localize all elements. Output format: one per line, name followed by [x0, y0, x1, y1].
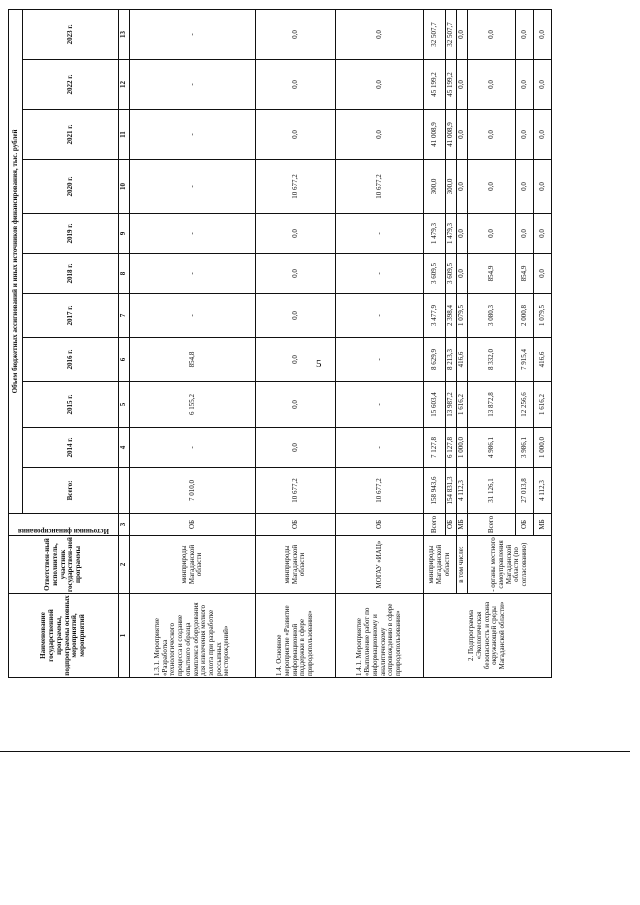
- index-cell: 2: [119, 536, 130, 594]
- row-value: 854,8: [130, 338, 256, 382]
- row-value: 7 127,8: [424, 428, 446, 468]
- table-row: [336, 9, 424, 677]
- rotated-table-container: [8, 10, 608, 678]
- header-source-text: Источники финансирования: [18, 527, 109, 535]
- row-value: 0,0: [534, 60, 552, 110]
- row-value: 3 477,9: [424, 294, 446, 338]
- index-cell: 6: [119, 338, 130, 382]
- row-value: 10 677,2: [256, 160, 336, 214]
- row-executor: минприроды Магаданской области: [256, 536, 336, 594]
- header-year: 2016 г.: [23, 338, 119, 382]
- header-year: 2023 г.: [23, 9, 119, 59]
- header-year: 2019 г.: [23, 214, 119, 254]
- row-value: -: [130, 110, 256, 160]
- page-divider: [0, 751, 630, 752]
- row-value: 300,0: [424, 160, 446, 214]
- row-value: 0,0: [336, 110, 424, 160]
- row-value: 1 616,2: [457, 382, 468, 428]
- row-value: 7 915,4: [516, 338, 534, 382]
- row-value: 0,0: [336, 60, 424, 110]
- row-source: ОБ: [516, 514, 534, 536]
- row-value: 1 479,3: [446, 214, 457, 254]
- row-value: 300,0: [446, 160, 457, 214]
- row-source: ОБ: [256, 514, 336, 536]
- row-name: 1.4.1. Мероприятие «Выполнение работ по информационному и аналитическому сопровождению в сфере природопользования»: [336, 594, 424, 678]
- row-name: 1.3.1. Мероприятие «Разработка технологического процесса и создание опытного образца комплекса оборудования для извлечения мелкого золота при разработке россыпных месторождений»: [130, 594, 256, 678]
- row-value: -: [336, 382, 424, 428]
- row-total: 158 943,6: [424, 468, 446, 514]
- row-total: 10 677,2: [256, 468, 336, 514]
- row-value: 0,0: [534, 214, 552, 254]
- row-value: 0,0: [457, 110, 468, 160]
- row-value: 1 079,5: [534, 294, 552, 338]
- row-value: 13 987,2: [446, 382, 457, 428]
- row-value: -: [130, 294, 256, 338]
- header-source: [9, 514, 119, 536]
- row-value: -: [336, 214, 424, 254]
- row-total: 154 831,3: [446, 468, 457, 514]
- row-value: 0,0: [468, 9, 516, 59]
- header-year: 2020 г.: [23, 160, 119, 214]
- index-cell: 9: [119, 214, 130, 254]
- row-value: 0,0: [256, 9, 336, 59]
- row-value: 45 199,2: [446, 60, 457, 110]
- row-value: 3 609,5: [424, 254, 446, 294]
- row-value: 0,0: [336, 9, 424, 59]
- row-total: 31 126,1: [468, 468, 516, 514]
- row-value: 8 629,9: [424, 338, 446, 382]
- header-executor: Ответствен-ный исполнитель, участник государствен-ной программы: [9, 536, 119, 594]
- row-value: 416,6: [534, 338, 552, 382]
- row-total: 7 010,0: [130, 468, 256, 514]
- row-value: 0,0: [256, 338, 336, 382]
- table-row: [130, 9, 256, 677]
- row-value: 32 507,7: [446, 9, 457, 59]
- row-value: 0,0: [256, 110, 336, 160]
- row-value: 3 986,1: [516, 428, 534, 468]
- header-year: 2021 г.: [23, 110, 119, 160]
- header-year: 2018 г.: [23, 254, 119, 294]
- header-year: 2022 г.: [23, 60, 119, 110]
- row-value: 41 008,9: [424, 110, 446, 160]
- row-value: 1 000,0: [534, 428, 552, 468]
- row-value: -: [130, 428, 256, 468]
- row-value: 1 479,3: [424, 214, 446, 254]
- row-value: 15 603,4: [424, 382, 446, 428]
- index-cell: 7: [119, 294, 130, 338]
- row-value: 0,0: [256, 294, 336, 338]
- index-cell: 5: [119, 382, 130, 428]
- row-value: 0,0: [516, 110, 534, 160]
- row-value: -: [130, 254, 256, 294]
- index-cell: 11: [119, 110, 130, 160]
- row-value: 416,6: [457, 338, 468, 382]
- index-cell: 3: [119, 514, 130, 536]
- row-value: 1 000,0: [457, 428, 468, 468]
- row-value: 0,0: [256, 254, 336, 294]
- row-value: 32 507,7: [424, 9, 446, 59]
- row-value: 2 398,4: [446, 294, 457, 338]
- row-total: 4 112,3: [457, 468, 468, 514]
- row-value: 0,0: [534, 254, 552, 294]
- header-year: 2015 г.: [23, 382, 119, 428]
- row-value: 4 986,1: [468, 428, 516, 468]
- row-value: 1 616,2: [534, 382, 552, 428]
- row-value: 0,0: [457, 9, 468, 59]
- header-year: 2014 г.: [23, 428, 119, 468]
- row-value: 0,0: [457, 160, 468, 214]
- row-source: МБ: [457, 514, 468, 536]
- budget-table: [8, 9, 552, 678]
- row-executor: в том числе:: [457, 536, 468, 594]
- index-cell: 12: [119, 60, 130, 110]
- row-value: -: [336, 254, 424, 294]
- row-value: 3 609,5: [446, 254, 457, 294]
- row-value: 3 080,3: [468, 294, 516, 338]
- row-value: 854,9: [516, 254, 534, 294]
- row-value: 0,0: [468, 214, 516, 254]
- row-source: ОБ: [336, 514, 424, 536]
- row-value: 0,0: [468, 160, 516, 214]
- table-row: [468, 9, 516, 677]
- row-value: 854,9: [468, 254, 516, 294]
- row-value: 0,0: [534, 110, 552, 160]
- row-source: ОБ: [130, 514, 256, 536]
- row-value: 0,0: [457, 214, 468, 254]
- row-name: 1.4. Основное мероприятие «Развитие информационной поддержки в сфере природопользования»: [256, 594, 336, 678]
- row-value: 0,0: [468, 60, 516, 110]
- row-total: 4 112,3: [534, 468, 552, 514]
- row-value: -: [130, 60, 256, 110]
- row-value: 6 155,2: [130, 382, 256, 428]
- row-value: 0,0: [457, 254, 468, 294]
- index-cell: 13: [119, 9, 130, 59]
- row-value: 0,0: [468, 110, 516, 160]
- row-executor: МОГАУ «ИАЦ»: [336, 536, 424, 594]
- subprogram-name: 2. Подпрограмма «Экологическая безопасность и охрана окружающей среды Магаданской области»: [424, 594, 552, 678]
- row-value: -: [130, 160, 256, 214]
- index-cell: 4: [119, 428, 130, 468]
- row-value: 0,0: [256, 60, 336, 110]
- row-value: 0,0: [516, 214, 534, 254]
- header-volume: Объем бюджетных ассигнований и иных источников финансирования, тыс. рублей: [9, 9, 23, 513]
- row-source: МБ: [534, 514, 552, 536]
- table-row: [256, 9, 336, 677]
- row-value: 0,0: [516, 9, 534, 59]
- row-value: 0,0: [516, 60, 534, 110]
- row-value: -: [336, 428, 424, 468]
- row-value: 0,0: [256, 382, 336, 428]
- page-number: 5: [316, 358, 322, 370]
- row-total: 27 013,8: [516, 468, 534, 514]
- row-value: 12 256,6: [516, 382, 534, 428]
- index-cell: 10: [119, 160, 130, 214]
- row-value: 0,0: [534, 9, 552, 59]
- row-value: 8 213,3: [446, 338, 457, 382]
- row-value: 0,0: [516, 160, 534, 214]
- index-cell: 1: [119, 594, 130, 678]
- header-total: Всего:: [23, 468, 119, 514]
- row-value: -: [130, 9, 256, 59]
- row-value: 0,0: [534, 160, 552, 214]
- row-total: 10 677,2: [336, 468, 424, 514]
- row-source: ОБ: [446, 514, 457, 536]
- row-value: 13 872,8: [468, 382, 516, 428]
- row-value: -: [130, 214, 256, 254]
- row-value: -: [336, 338, 424, 382]
- row-value: 1 079,5: [457, 294, 468, 338]
- row-source: Всего: [424, 514, 446, 536]
- row-executor: минприроды Магаданской области: [130, 536, 256, 594]
- row-executor: - органы местного самоуправления Магаданской области (по согласованию): [468, 536, 552, 594]
- row-value: -: [336, 294, 424, 338]
- row-value: 6 127,8: [446, 428, 457, 468]
- row-value: 8 332,0: [468, 338, 516, 382]
- row-value: 0,0: [256, 428, 336, 468]
- row-value: 2 000,8: [516, 294, 534, 338]
- row-value: 0,0: [457, 60, 468, 110]
- index-cell: 8: [119, 254, 130, 294]
- row-value: 45 199,2: [424, 60, 446, 110]
- header-year: 2017 г.: [23, 294, 119, 338]
- row-value: 0,0: [256, 214, 336, 254]
- row-executor: минприроды Магаданской области: [424, 536, 457, 594]
- row-value: 10 677,2: [336, 160, 424, 214]
- header-name: Наименование государственной программы, подпрограммы основных мероприятий, мероприятий: [9, 594, 119, 678]
- row-value: 41 008,9: [446, 110, 457, 160]
- row-source: Всего: [468, 514, 516, 536]
- index-cell: [119, 468, 130, 514]
- table-row: [457, 9, 468, 677]
- table-row: [424, 9, 446, 677]
